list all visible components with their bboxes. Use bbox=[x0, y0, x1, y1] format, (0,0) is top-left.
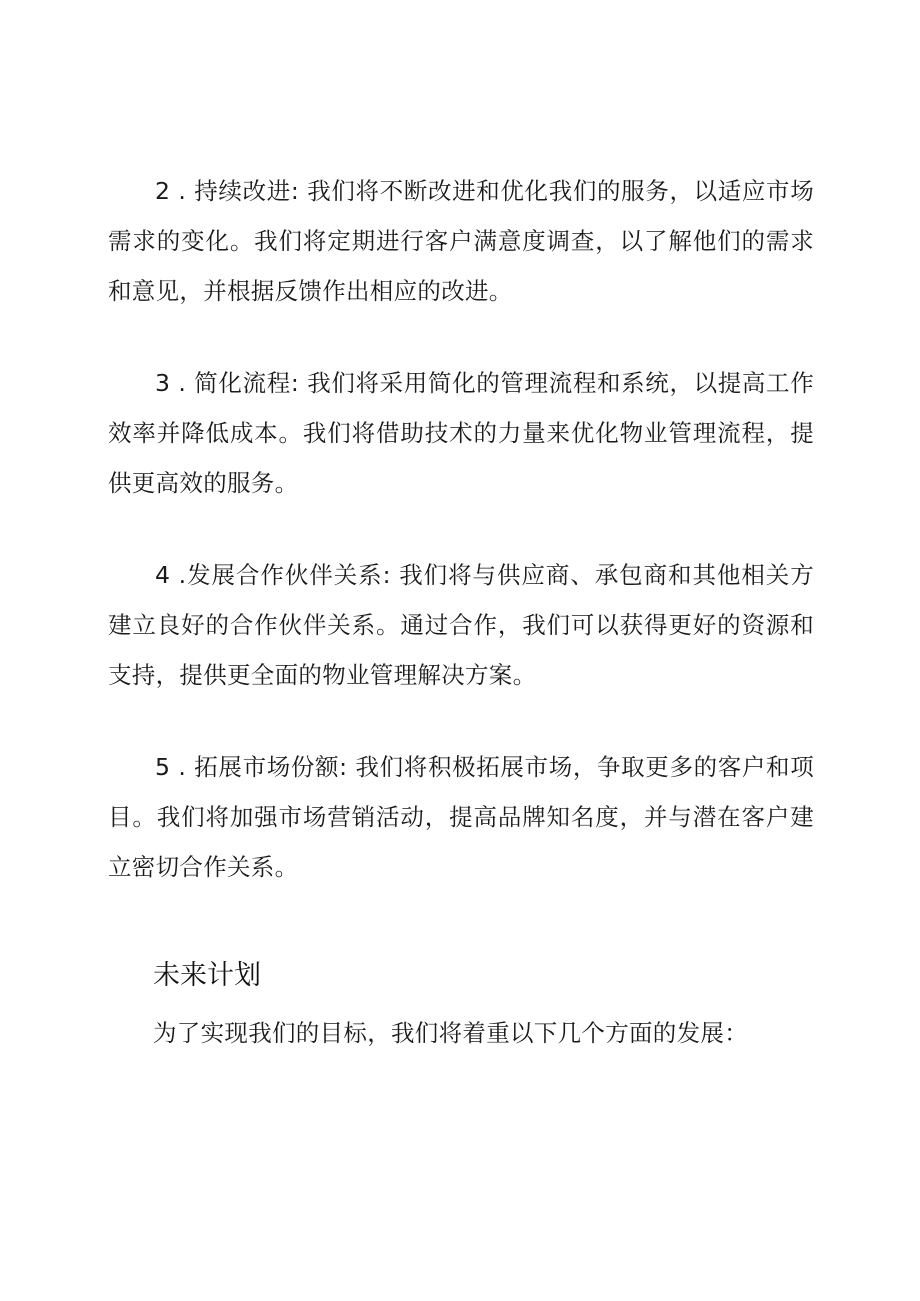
list-item-number: 4 bbox=[155, 561, 171, 589]
list-item-partnerships bbox=[108, 550, 814, 700]
list-item-number: 2 bbox=[155, 177, 171, 205]
list-item-simplify-process bbox=[108, 358, 814, 508]
list-item-text: . 拓展市场份额: 我们将积极拓展市场，争取更多的客户和项目。我们将加强市场营销活动，提高品牌知名度，并与潜在客户建立密切合作关系。 bbox=[108, 753, 814, 881]
list-item-number: 3 bbox=[155, 369, 171, 397]
list-item-text: . 持续改进: 我们将不断改进和优化我们的服务，以适应市场需求的变化。我们将定期进行客户满意度调查，以了解他们的需求和意见，并根据反馈作出相应的改进。 bbox=[108, 177, 814, 305]
list-item-continuous-improvement bbox=[108, 166, 814, 316]
list-item-number: 5 bbox=[155, 753, 171, 781]
list-item-text: .发展合作伙伴关系: 我们将与供应商、承包商和其他相关方建立良好的合作伙伴关系。通过合作，我们可以获得更好的资源和支持，提供更全面的物业管理解决方案。 bbox=[108, 561, 814, 689]
list-item-market-share bbox=[108, 742, 814, 892]
list-item-text: . 简化流程: 我们将采用简化的管理流程和系统，以提高工作效率并降低成本。我们将借助技术的力量来优化物业管理流程，提供更高效的服务。 bbox=[108, 369, 814, 497]
section-heading: 未来计划 bbox=[153, 960, 261, 991]
section-intro: 为了实现我们的目标，我们将着重以下几个方面的发展： bbox=[153, 1019, 748, 1047]
